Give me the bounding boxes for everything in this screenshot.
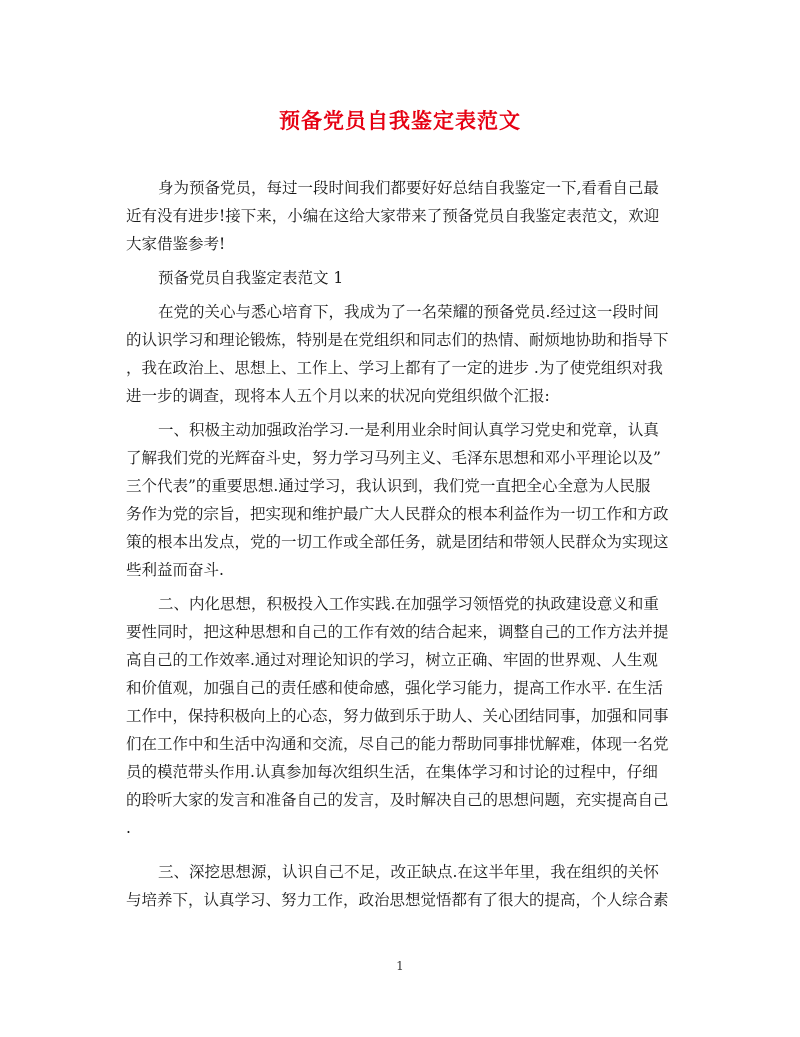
text-line: 要性同时，把这种思想和自己的工作有效的结合起来，调整自己的工作方法并提	[126, 623, 669, 641]
section-heading: 预备党员自我鉴定表范文 1	[158, 269, 344, 287]
text-line: 一、积极主动加强政治学习.一是利用业余时间认真学习党史和党章，认真	[158, 421, 659, 439]
text-line: 身为预备党员，每过一段时间我们都要好好总结自我鉴定一下,看看自己最	[158, 179, 659, 197]
text-line: 的认识学习和理论锻炼，特别是在党组织和同志们的热情、耐烦地协助和指导下	[126, 331, 669, 349]
text-line: 员的模范带头作用.认真参加每次组织生活，在集体学习和讨论的过程中，仔细	[126, 763, 658, 781]
text-line: 务作为党的宗旨，把实现和维护最广大人民群众的根本利益作为一切工作和方政	[126, 505, 669, 523]
text-line: 与培养下，认真学习、努力工作，政治思想觉悟都有了很大的提高，个人综合素	[126, 891, 669, 909]
text-line: 策的根本出发点，党的一切工作或全部任务，就是团结和带领人民群众为实现这	[126, 533, 669, 551]
text-line: 三、深挖思想源，认识自己不足，改正缺点.在这半年里，我在组织的关怀	[158, 863, 659, 881]
document-title: 预备党员自我鉴定表范文	[279, 108, 521, 133]
text-line: 近有没有进步!接下来，小编在这给大家带来了预备党员自我鉴定表范文，欢迎	[126, 207, 660, 225]
text-line: 三个代表”的重要思想.通过学习，我认识到，我们党一直把全心全意为人民服	[126, 477, 651, 495]
text-line: 工作中，保持积极向上的心态，努力做到乐于助人、关心团结同事，加强和同事	[126, 707, 669, 725]
text-line: 二、内化思想，积极投入工作实践.在加强学习领悟党的执政建设意义和重	[158, 595, 659, 613]
text-line: 和价值观，加强自己的责任感和使命感，强化学习能力，提高工作水平. 在生活	[126, 679, 663, 697]
text-line: 在党的关心与悉心培育下，我成为了一名荣耀的预备党员.经过这一段时间	[158, 303, 659, 321]
document-body	[126, 174, 676, 914]
text-line: .	[126, 819, 131, 837]
text-line: 进一步的调查，现将本人五个月以来的状况向党组织做个汇报:	[126, 387, 550, 405]
text-line: 些利益而奋斗.	[126, 561, 224, 579]
text-line: ，我在政治上、思想上、工作上、学习上都有了一定的进步 .为了使党组织对我	[126, 359, 663, 377]
text-line: 高自己的工作效率.通过对理论知识的学习，树立正确、牢固的世界观、人生观	[126, 651, 658, 669]
text-line: 了解我们党的光辉奋斗史，努力学习马列主义、毛泽东思想和邓小平理论以及”	[126, 449, 661, 467]
page-number: 1	[396, 959, 404, 973]
text-line: 的聆听大家的发言和准备自己的发言，及时解决自己的思想问题，充实提高自己	[126, 791, 669, 809]
text-line: 大家借鉴参考!	[126, 235, 226, 253]
text-line: 们在工作中和生活中沟通和交流，尽自己的能力帮助同事排忧解难，体现一名党	[126, 735, 669, 753]
